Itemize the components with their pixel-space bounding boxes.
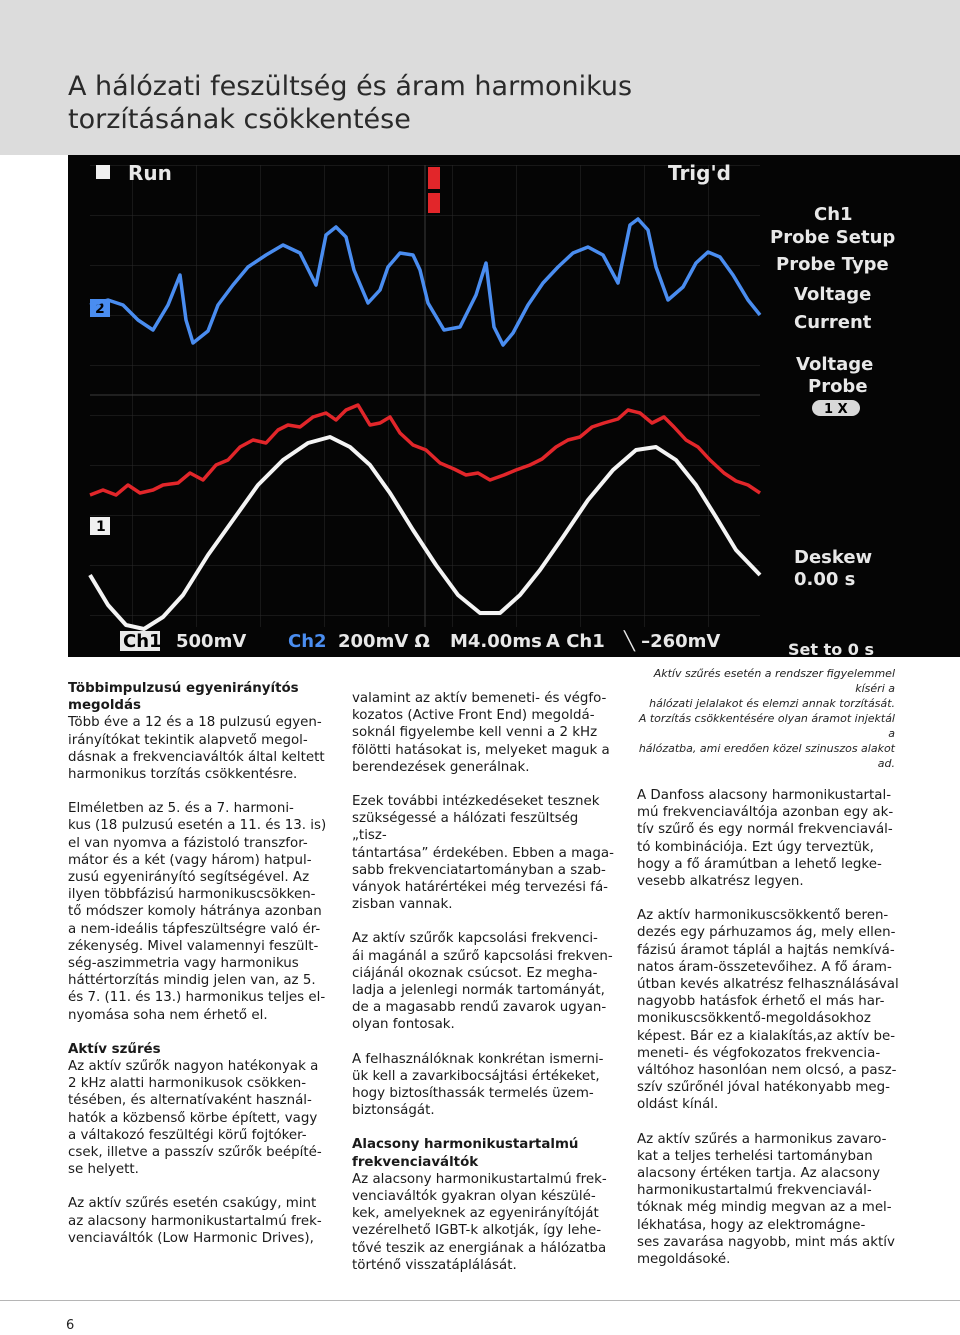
paragraph: valamint az aktív bemeneti- és végfo- kozatos (Active Front End) megoldá- soknál figyelembe kell venni a 2 kHz fölötti hatásokat is, melyeket maguk a berendezések generálnak. <box>352 691 610 775</box>
paragraph: A Danfoss alacsony harmonikustartal- mú frekvenciaváltója azonban egy ak- tív szűrő és egy normál frekvenciavál- tó kombinációja. Ezt úgy terveztük, hogy a fő áramútban a lehető legke- vesebb alkatrész legyen. <box>637 788 894 890</box>
ch2-scale: 200mV Ω <box>338 631 430 652</box>
svg-text:1: 1 <box>96 519 106 535</box>
svg-text:2: 2 <box>95 301 105 317</box>
paragraph: Elméletben az 5. és a 7. harmoni- kus (18 pulzusú esetén a 11. és 13. is) el van nyomva a fázistoló transzfor- mátor és a két (vagy három) hatpul- zusú egyenirányító segítségével. Az ilyen többfázisú harmonikuscsökken- tő módszer komoly hátránya azonban a nem-ideális tápfeszültségre való ér- zékenység. Mivel valamennyi feszült- ség-aszimmetria vagy harmonikus háttértorzítás mindig jelen van, az 5. és 7. (11. és 13.) harmonikus teljes el- nyomása soha nem érhető el. <box>68 801 327 1023</box>
run-status: Run <box>128 161 172 185</box>
heading-multipulse: Többimpulzusú egyenirányítós megoldás <box>68 681 299 714</box>
trigger-level: ╲ –260mV <box>624 631 721 652</box>
heading-active-filtering: Aktív szűrés <box>68 1041 161 1057</box>
column-1 <box>68 680 328 1264</box>
menu-probe-type: Probe Type <box>776 254 889 275</box>
probe-factor-value: 1 X <box>824 402 848 417</box>
paragraph: Az aktív harmonikuscsökkentő beren- dezés egy párhuzamos ág, mely ellen- fázisú áramot táplál a hajtás nemkívá- natos áram-összetevőihez. A fő áram- útban kevés alkatrész felhasználásával nagyobb hatásfok érhető el más har- monikuscsökkentő-megoldásokhoz képest. Bár ez a kialakítás,az aktív be- meneti- és végfokozatos frekvencia- váltóhoz hasonlóan nem olcsó, a pasz- szív szűrőnél jóval hatékonyabb meg- oldást kínál. <box>637 908 899 1113</box>
menu-voltage-option: Voltage <box>794 284 872 305</box>
oscilloscope-photo <box>68 155 960 657</box>
paragraph: Több éve a 12 és a 18 pulzusú egyen- irányítókat tekintik alapvető megol- dásnak a frekvenciaváltók által keltett harmonikus torzítás csökkentésre. <box>68 715 325 783</box>
header-band <box>0 0 960 155</box>
ch1-scale: 500mV <box>176 631 247 652</box>
heading-low-harmonic-drives: Alacsony harmonikustartalmú frekvenciaváltók <box>352 1137 579 1170</box>
run-icon <box>96 165 110 179</box>
page-number: 6 <box>66 1318 75 1333</box>
footer-rule <box>0 1300 960 1301</box>
menu-voltage-probe-line2: Probe <box>808 376 868 397</box>
ch2-label: Ch2 <box>288 631 327 652</box>
menu-ch1: Ch1 <box>814 204 853 225</box>
menu-probe-setup: Probe Setup <box>770 227 896 248</box>
column-2 <box>352 690 614 1291</box>
menu-voltage-probe-line1: Voltage <box>796 354 874 375</box>
page-title: A hálózati feszültség és áram harmonikus torzításának csökkentése <box>68 71 633 135</box>
menu-deskew-value: 0.00 s <box>794 569 856 590</box>
column-3 <box>637 787 899 1285</box>
paragraph: Az aktív szűrők nagyon hatékonyak a 2 kHz alatti harmonikusok csökken- tésében, és alternatívaként használ- hatók a közbenső körbe épített, vagy a váltakozó feszültégi körű fojtóker- csek, illetve a passzív szűrők beépíté- se helyett. <box>68 1059 322 1178</box>
paragraph: Az aktív szűrés a harmonikus zavaro- kat a teljes terhelési tartományban alacsony értéken tartja. Az alacsony harmonikustartalmú frekvenciavál- tóknak még mindig megvan az a mel- lékhatása, hogy az elektromágne- ses zavarása nagyobb, mint más aktív megoldásoké. <box>637 1131 895 1268</box>
figure-caption: Aktív szűrés esetén a rendszer figyelemmel kíséri a hálózati jelalakot és elemzi annak torzítását. A torzítás csökkentésére olyan áramot injektál a hálózatba, ami eredően közel szinuszos alakot ad. <box>638 667 895 770</box>
paragraph: Az alacsony harmonikustartalmú frek- venciaváltók gyakran olyan készülé- kek, amelyeknek az egyenirányítóját vezérelhető IGBT-k alkotják, így lehe- tővé teszik az energiának a hálózatba történő visszatáplálását. <box>352 1171 607 1273</box>
paragraph: Az aktív szűrés esetén csakúgy, mint az alacsony harmonikustartalmú frek- venciaváltók (Low Harmonic Drives), <box>68 1196 322 1246</box>
menu-current-option: Current <box>794 312 872 333</box>
trigger-source: A Ch1 <box>546 631 605 652</box>
menu-deskew: Deskew <box>794 547 873 568</box>
oscilloscope-screen <box>68 155 960 657</box>
paragraph: Ezek további intézkedéseket tesznek szükségessé a hálózati feszültség „tisz- tántartása” érdekében. Ebben a maga- sabb frekvenciatartományban a szab- ványok határértékei még tervezési fá- zisban vannak. <box>352 794 614 913</box>
menu-set-to: Set to 0 s <box>788 640 875 657</box>
paragraph: A felhasználóknak konkrétan ismerni- ük kell a zavarkibocsájtási értékeket, hogy biztosíthassák termelés üzem- biztonságát. <box>352 1051 604 1119</box>
status-bar <box>120 630 720 652</box>
timebase: M4.00ms <box>450 631 542 652</box>
paragraph: Az aktív szűrők kapcsolási frekvenci- ái magánál a szűrő kapcsolási frekven- ciájánál okoznak csúcsot. Ez megha- ladja a jelenlegi normák tartományát, de a magasabb rendű zavarok ugyan- olyan fontosak. <box>352 931 613 1033</box>
trigger-status: Trig'd <box>668 161 731 185</box>
channel-1-marker <box>90 517 110 535</box>
ch1-label: Ch1 <box>123 631 162 652</box>
